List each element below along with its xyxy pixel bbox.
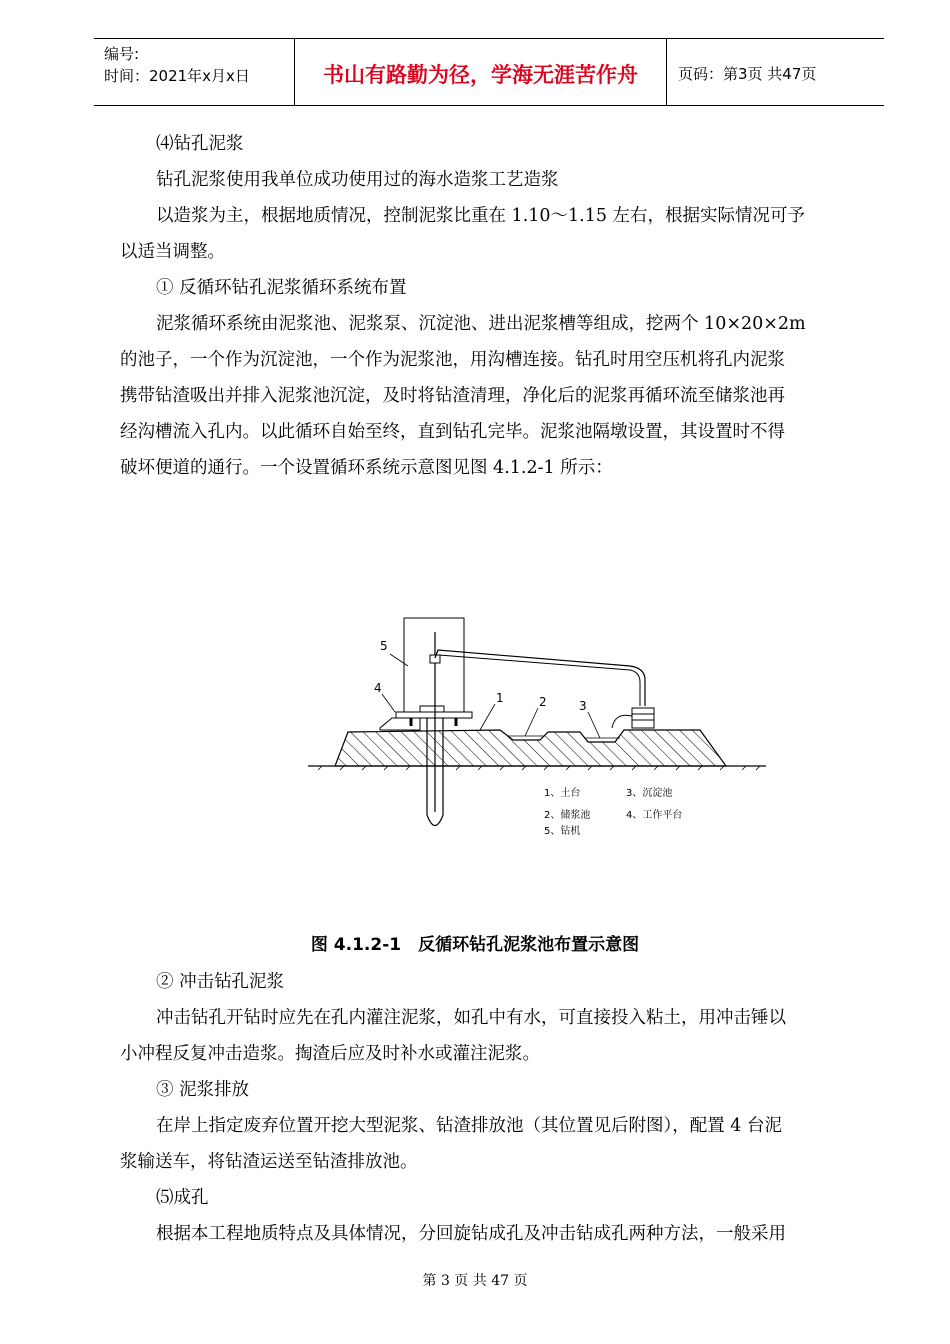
- label-5: 5: [380, 639, 388, 653]
- legend-item: 4、工作平台: [626, 810, 683, 821]
- time-label: 时间：2021年x月x日: [104, 67, 250, 85]
- paragraph-line: 携带钻渣吸出并排入泥浆池沉淀，及时将钻渣清理，净化后的泥浆再循环流至储浆池再: [120, 386, 785, 406]
- legend-item: 5、钻机: [544, 826, 581, 837]
- subsection-heading: ② 冲击钻孔泥浆: [156, 972, 285, 992]
- drill-base: [396, 712, 472, 718]
- label-leader: [480, 704, 495, 730]
- page-footer: 第 3 页 共 47 页: [422, 1273, 528, 1289]
- paragraph-line: 在岸上指定废弃位置开挖大型泥浆、钻渣排放池（其位置见后附图），配置 4 台泥: [156, 1116, 783, 1136]
- subsection-heading: ③ 泥浆排放: [156, 1080, 250, 1100]
- paragraph-line: 浆输送车，将钻渣运送至钻渣排放池。: [120, 1152, 418, 1172]
- label-2: 2: [539, 695, 547, 709]
- drill-base-plate: [420, 706, 444, 712]
- paragraph-line: 的池子，一个作为沉淀池，一个作为泥浆池，用沟槽连接。钻孔时用空压机将孔内泥浆: [120, 350, 785, 370]
- label-4: 4: [374, 681, 382, 695]
- legend-item: 1、土台: [544, 788, 581, 799]
- paragraph-line: 泥浆循环系统由泥浆池、泥浆泵、沉淀池、进出泥浆槽等组成，挖两个 10×20×2m: [156, 314, 806, 334]
- label-leader: [390, 654, 408, 666]
- label-leader: [382, 694, 395, 712]
- legend-item: 2、储浆池: [544, 810, 591, 821]
- paragraph-line: 根据本工程地质特点及具体情况，分回旋钻成孔及冲击钻成孔两种方法，一般采用: [156, 1224, 786, 1244]
- header-motto: 书山有路勤为径，学海无涯苦作舟: [323, 63, 638, 87]
- legend-item: 3、沉淀池: [626, 788, 673, 799]
- paragraph-line: 钻孔泥浆使用我单位成功使用过的海水造浆工艺造浆: [156, 170, 559, 190]
- subsection-heading: ① 反循环钻孔泥浆循环系统布置: [156, 278, 407, 298]
- paragraph-line: 以造浆为主，根据地质情况，控制泥浆比重在 1.10～1.15 左右，根据实际情况可予: [156, 206, 806, 226]
- work-platform: [380, 718, 420, 730]
- section-heading: ⑷钻孔泥浆: [156, 134, 244, 154]
- paragraph-line: 经沟槽流入孔内。以此循环自始至终，直到钻孔完毕。泥浆池隔墩设置，其设置时不得: [120, 422, 785, 442]
- label-1: 1: [496, 691, 504, 705]
- label-3: 3: [579, 699, 587, 713]
- paragraph-line: 小冲程反复冲击造浆。掏渣后应及时补水或灌注泥浆。: [120, 1044, 540, 1064]
- code-label: 编号:: [104, 45, 140, 63]
- paragraph-line: 以适当调整。: [120, 242, 225, 262]
- label-leader: [525, 708, 538, 736]
- header-page-info: 页码：第3页 共47页: [678, 65, 817, 83]
- rod-joint: [430, 655, 440, 663]
- drill-tower: [404, 618, 464, 714]
- paragraph-line: 冲击钻孔开钻时应先在孔内灌注泥浆，如孔中有水，可直接投入粘土，用冲击锤以: [156, 1008, 786, 1028]
- pump-hose: [612, 715, 632, 728]
- mud-pump: [632, 708, 654, 728]
- figure-caption: 图 4.1.2-1 反循环钻孔泥浆池布置示意图: [310, 935, 640, 955]
- section-heading: ⑸成孔: [156, 1188, 209, 1208]
- paragraph-line: 破坏便道的通行。一个设置循环系统示意图见图 4.1.2-1 所示：: [120, 458, 613, 478]
- earth-platform: [335, 730, 726, 766]
- label-leader: [588, 712, 600, 738]
